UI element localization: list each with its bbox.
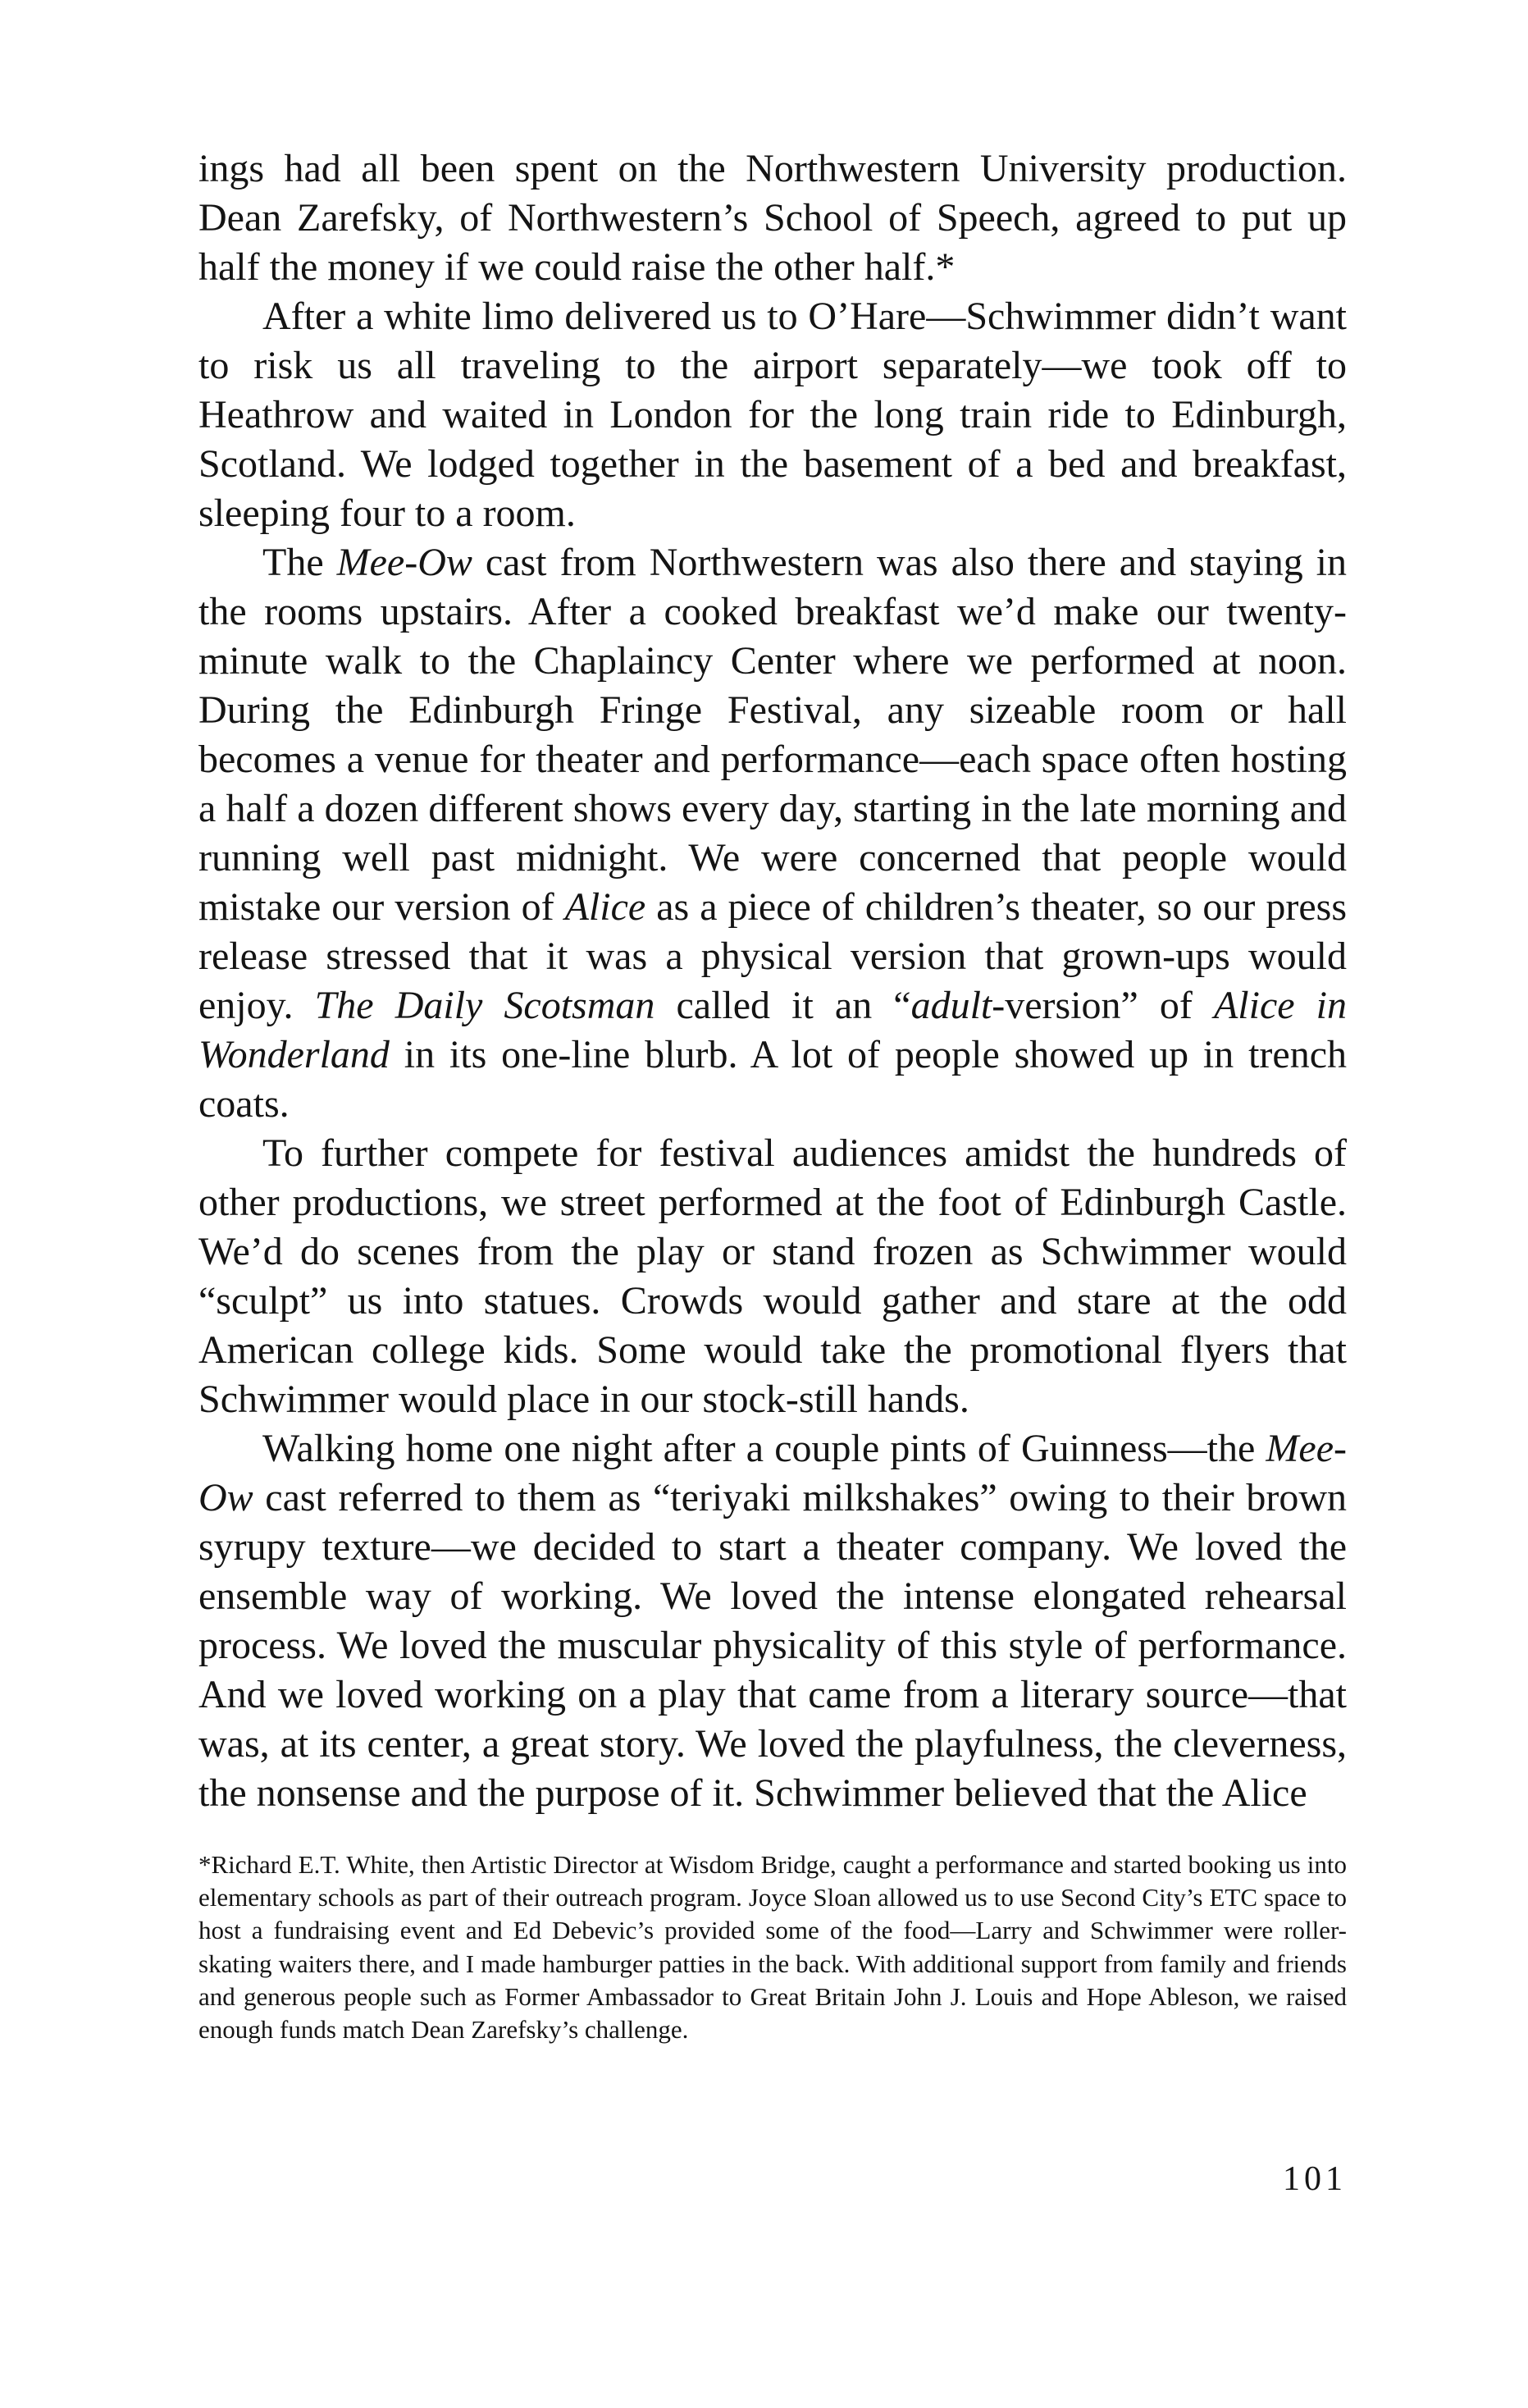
paragraph-5	[198, 1424, 1347, 1818]
italic-title-mee-ow: Mee-Ow	[336, 541, 472, 584]
italic-title-alice: Alice	[564, 885, 646, 929]
text-run: -version” of	[992, 984, 1214, 1027]
italic-word-adult: adult	[910, 984, 992, 1027]
text-run: as a piece of children’s theater, so our press release stressed that it was a physical version that grown-ups would enjoy.	[198, 885, 1348, 1027]
text-run: Walking home one night after a couple pints of Guinness—the	[262, 1427, 1266, 1470]
paragraph-3	[198, 538, 1347, 1129]
italic-title-daily-scotsman: The Daily Scotsman	[314, 984, 655, 1027]
text-run: cast referred to them as “teriyaki milkshakes” owing to their brown syrupy texture—we decided to start a theater company. We loved the ensemble way of working. We loved the intense elongated rehearsal process. We loved the muscular physicality of this style of performance. And we loved working on a play that came from a literary source—that was, at its center, a great story. We loved the playfulness, the cleverness, the nonsense and the purpose of it. Schwimmer believed that the Alice	[198, 1476, 1347, 1815]
text-run: called it an “	[655, 984, 911, 1027]
italic-title-alice-in-wonderland: Alice in Wonderland	[198, 984, 1347, 1076]
paragraph-1: ings had all been spent on the Northwestern University production. Dean Zarefsky, of Northwestern’s School of Speech, agreed to put up half the money if we could raise the other half.*	[198, 147, 1347, 289]
text-run: cast from Northwestern was also there and staying in the rooms upstairs. After a cooked breakfast we’d make our twenty-minute walk to the Chaplaincy Center where we performed at noon. During the Edinburgh Fringe Festival, any sizeable room or hall becomes a venue for theater and performance—each space often hosting a half a dozen different shows every day, starting in the late morning and running well past midnight. We were concerned that people would mistake our version of	[198, 541, 1348, 929]
text-run: The	[262, 541, 337, 584]
page-number: 101	[1283, 2160, 1347, 2198]
italic-title-mee-ow: Mee-Ow	[198, 1427, 1347, 1519]
paragraph-4: To further compete for festival audiences amidst the hundreds of other productions, we street performed at the foot of Edinburgh Castle. We’d do scenes from the play or stand frozen as Schwimmer would “sculpt” us into statues. Crowds would gather and stare at the odd American college kids. Some would take the promotional flyers that Schwimmer would place in our stock-still hands.	[198, 1131, 1347, 1421]
footnote-section	[198, 1848, 1347, 2046]
footnote: *Richard E.T. White, then Artistic Director at Wisdom Bridge, caught a performance and started booking us into elementary schools as part of their outreach program. Joyce Sloan allowed us to use Second City’s ETC space to host a fundraising event and Ed Debevic’s provided some of the food—Larry and Schwimmer were roller-skating waiters there, and I made hamburger patties in the back. With additional support from family and friends and generous people such as Former Ambassador to Great Britain John J. Louis and Hope Ableson, we raised enough funds match Dean Zarefsky’s challenge.	[198, 1850, 1347, 2045]
paragraph-2: After a white limo delivered us to O’Hare—Schwimmer didn’t want to risk us all traveling to the airport separately—we took off to Heathrow and waited in London for the long train ride to Edinburgh, Scotland. We lodged together in the basement of a bed and breakfast, sleeping four to a room.	[198, 295, 1347, 535]
text-run: in its one-line blurb. A lot of people showed up in trench coats.	[198, 1033, 1347, 1126]
body-text	[198, 144, 1347, 1818]
